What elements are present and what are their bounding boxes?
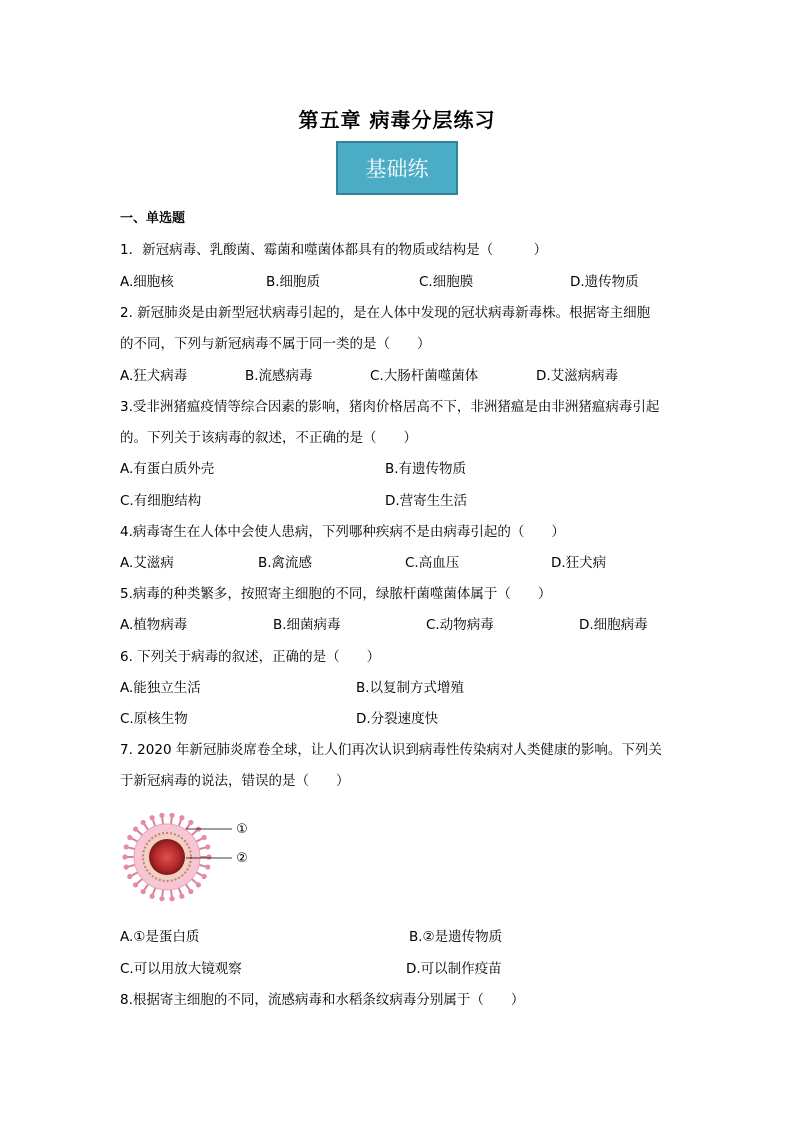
spike-head	[179, 894, 184, 899]
question-5-option-d: D.细胞病毒	[579, 617, 648, 633]
question-7-option-d: D.可以制作疫苗	[406, 961, 502, 977]
question-1-option-b: B.细胞质	[266, 274, 321, 290]
spike-head	[133, 827, 138, 832]
coronavirus-diagram	[120, 808, 254, 906]
spike-head	[188, 889, 193, 894]
spike-head	[202, 874, 207, 879]
spike-head	[122, 854, 127, 859]
spike-head	[159, 896, 164, 901]
question-6-option-b: B.以复制方式增殖	[356, 680, 465, 696]
question-7-option-a: A.①是蛋白质	[120, 929, 200, 945]
question-5-option-c: C.动物病毒	[426, 617, 494, 633]
spike-head	[179, 815, 184, 820]
question-7-stem-line-2: 于新冠病毒的说法，错误的是（ ）	[120, 773, 350, 789]
spike-head	[150, 815, 155, 820]
question-3-option-c: C.有细胞结构	[120, 493, 202, 509]
spike-head	[205, 864, 210, 869]
spike-head	[202, 835, 207, 840]
section-heading: 一、单选题	[120, 211, 186, 226]
question-8-stem: 8.根据寄主细胞的不同，流感病毒和水稻条纹病毒分别属于（ ）	[120, 992, 525, 1008]
question-2-option-b: B.流感病毒	[245, 368, 313, 384]
question-4-option-b: B.禽流感	[258, 555, 313, 571]
spike-head	[169, 896, 174, 901]
question-4-option-c: C.高血压	[405, 555, 460, 571]
question-6-option-d: D.分裂速度快	[356, 711, 439, 727]
question-5-stem: 5.病毒的种类繁多，按照寄主细胞的不同，绿脓杆菌噬菌体属于（ ）	[120, 586, 552, 602]
spike-head	[159, 813, 164, 818]
question-1-option-c: C.细胞膜	[419, 274, 474, 290]
spike-head	[169, 813, 174, 818]
level-badge: 基础练	[336, 141, 458, 195]
spike-head	[196, 882, 201, 887]
spike-head	[206, 854, 211, 859]
question-6-option-c: C.原核生物	[120, 711, 188, 727]
question-4-stem: 4.病毒寄生在人体中会使人患病，下列哪种疾病不是由病毒引起的（ ）	[120, 524, 565, 540]
question-1-option-d: D.遗传物质	[570, 274, 639, 290]
question-7-option-c: C.可以用放大镜观察	[120, 961, 242, 977]
question-2-stem-line-1: 2. 新冠肺炎是由新型冠状病毒引起的，是在人体中发现的冠状病毒新毒株。根据寄主细胞	[120, 305, 651, 321]
spike-head	[141, 820, 146, 825]
spike-head	[127, 874, 132, 879]
question-5-option-a: A.植物病毒	[120, 617, 188, 633]
question-1-option-a: A.细胞核	[120, 274, 174, 290]
spike-head	[188, 820, 193, 825]
question-1-stem: 1．新冠病毒、乳酸菌、霉菌和噬菌体都具有的物质或结构是（ ）	[120, 242, 548, 258]
question-2-option-a: A.狂犬病毒	[120, 368, 188, 384]
question-3-stem-line-2: 的。下列关于该病毒的叙述，不正确的是（ ）	[120, 430, 417, 446]
question-4-option-a: A.艾滋病	[120, 555, 174, 571]
spike-head	[141, 889, 146, 894]
spike-head	[150, 894, 155, 899]
question-3-option-d: D.营寄生生活	[385, 493, 468, 509]
spike-head	[205, 844, 210, 849]
question-7-stem-line-1: 7. 2020 年新冠肺炎席卷全球，让人们再次认识到病毒性传染病对人类健康的影响。下列关	[120, 742, 662, 758]
question-4-option-d: D.狂犬病	[551, 555, 607, 571]
question-6-option-a: A.能独立生活	[120, 680, 201, 696]
spike-head	[133, 882, 138, 887]
page-title: 第五章 病毒分层练习	[298, 108, 496, 132]
spike-head	[124, 844, 129, 849]
question-7-option-b: B.②是遗传物质	[409, 929, 503, 945]
spike-head	[127, 835, 132, 840]
question-2-stem-line-2: 的不同，下列与新冠病毒不属于同一类的是（ ）	[120, 336, 431, 352]
question-5-option-b: B.细菌病毒	[273, 617, 341, 633]
question-3-option-a: A.有蛋白质外壳	[120, 461, 215, 477]
question-2-option-d: D.艾滋病病毒	[536, 368, 619, 384]
question-6-stem: 6. 下列关于病毒的叙述，正确的是（ ）	[120, 649, 381, 665]
question-3-stem-line-1: 3.受非洲猪瘟疫情等综合因素的影响，猪肉价格居高不下，非洲猪瘟是由非洲猪瘟病毒引起	[120, 399, 660, 415]
label-2: ②	[236, 851, 248, 866]
question-2-option-c: C.大肠杆菌噬菌体	[370, 368, 479, 384]
label-1: ①	[236, 822, 248, 837]
question-3-option-b: B.有遗传物质	[385, 461, 467, 477]
spike-head	[124, 864, 129, 869]
